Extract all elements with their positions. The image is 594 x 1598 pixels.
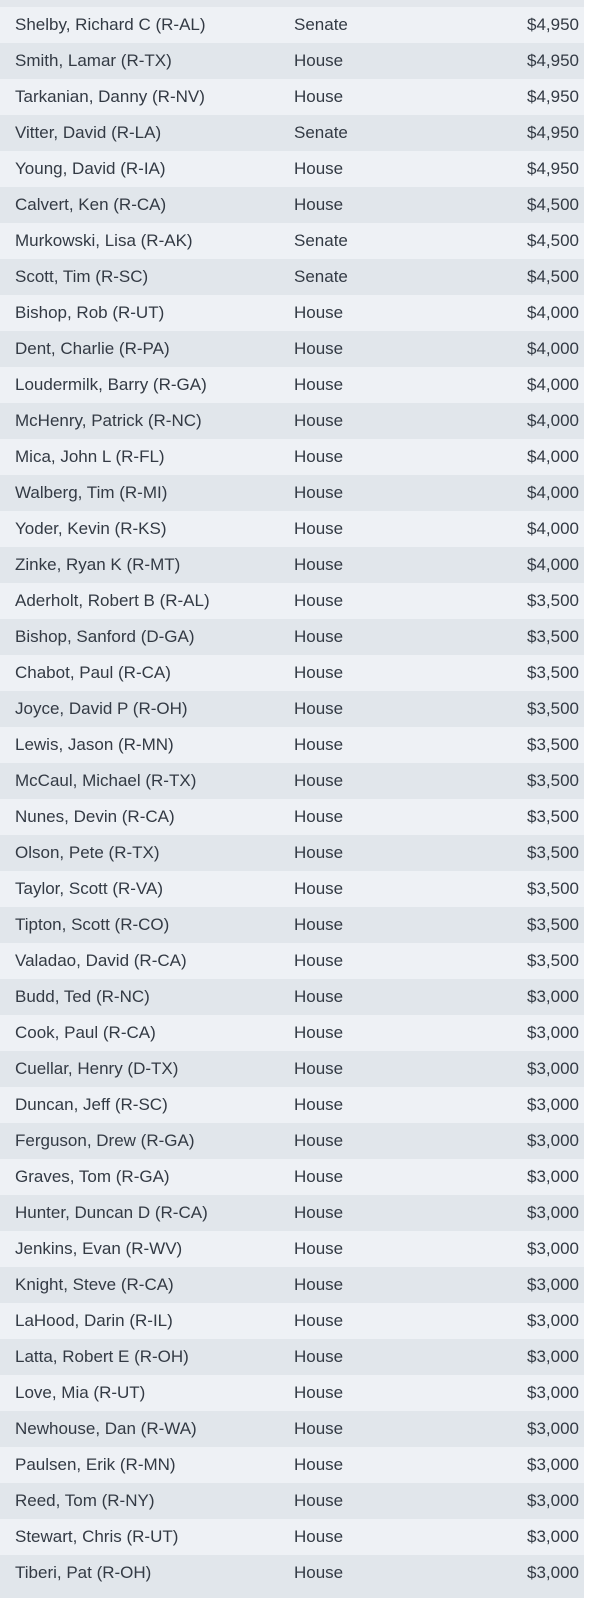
table-row xyxy=(0,691,584,727)
chamber-cell: House xyxy=(294,555,344,574)
member-name-cell: Cook, Paul (R-CA) xyxy=(15,1023,156,1042)
table-row xyxy=(0,583,584,619)
member-name-cell: Paulsen, Erik (R-MN) xyxy=(15,1455,176,1474)
table-row xyxy=(0,1051,584,1087)
table-row xyxy=(0,1447,584,1483)
amount-cell: $3,000 xyxy=(527,1203,579,1222)
amount-cell: $4,000 xyxy=(527,375,579,394)
table-row xyxy=(0,1123,584,1159)
table-row xyxy=(0,871,584,907)
member-name-cell: Ferguson, Drew (R-GA) xyxy=(15,1131,195,1150)
chamber-cell: House xyxy=(294,1419,344,1438)
member-name-cell: Yoder, Kevin (R-KS) xyxy=(15,519,167,538)
member-name-cell: Nunes, Devin (R-CA) xyxy=(15,807,175,826)
amount-cell: $3,000 xyxy=(527,1059,579,1078)
table-row xyxy=(0,1159,584,1195)
amount-cell: $3,000 xyxy=(527,1239,579,1258)
table-row xyxy=(0,655,584,691)
amount-cell: $3,500 xyxy=(527,807,579,826)
table-row xyxy=(0,331,584,367)
amount-cell: $3,500 xyxy=(527,735,579,754)
member-name-cell: Duncan, Jeff (R-SC) xyxy=(15,1095,168,1114)
amount-cell: $4,950 xyxy=(527,159,579,178)
chamber-cell: House xyxy=(294,159,344,178)
chamber-cell: House xyxy=(294,1023,344,1042)
chamber-cell: House xyxy=(294,699,344,718)
amount-cell: $3,000 xyxy=(527,1311,579,1330)
amount-cell: $3,500 xyxy=(527,699,579,718)
amount-cell: $4,000 xyxy=(527,555,579,574)
chamber-cell: Senate xyxy=(294,231,348,250)
member-name-cell: Aderholt, Robert B (R-AL) xyxy=(15,591,210,610)
table-row xyxy=(0,979,584,1015)
amount-cell: $4,950 xyxy=(527,15,579,34)
chamber-cell: House xyxy=(294,663,344,682)
chamber-cell: House xyxy=(294,303,344,322)
amount-cell: $4,000 xyxy=(527,339,579,358)
table-row xyxy=(0,1411,584,1447)
table-body xyxy=(0,7,584,1591)
member-name-cell: Mica, John L (R-FL) xyxy=(15,447,165,466)
amount-cell: $3,000 xyxy=(527,1563,579,1582)
amount-cell: $3,000 xyxy=(527,1383,579,1402)
member-name-cell: McCaul, Michael (R-TX) xyxy=(15,771,197,790)
member-name-cell: Bishop, Rob (R-UT) xyxy=(15,303,165,322)
member-name-cell: Graves, Tom (R-GA) xyxy=(15,1167,170,1186)
member-name-cell: Tarkanian, Danny (R-NV) xyxy=(15,87,205,106)
chamber-cell: House xyxy=(294,951,344,970)
chamber-cell: House xyxy=(294,771,344,790)
table-row xyxy=(0,547,584,583)
member-name-cell: Dent, Charlie (R-PA) xyxy=(15,339,170,358)
amount-cell: $3,500 xyxy=(527,951,579,970)
table-row xyxy=(0,43,584,79)
member-name-cell: Reed, Tom (R-NY) xyxy=(15,1491,155,1510)
table-row xyxy=(0,835,584,871)
amount-cell: $3,500 xyxy=(527,663,579,682)
amount-cell: $3,500 xyxy=(527,915,579,934)
member-name-cell: Latta, Robert E (R-OH) xyxy=(15,1347,189,1366)
chamber-cell: House xyxy=(294,1275,344,1294)
member-name-cell: Cuellar, Henry (D-TX) xyxy=(15,1059,179,1078)
member-name-cell: Budd, Ted (R-NC) xyxy=(15,987,150,1006)
chamber-cell: House xyxy=(294,879,344,898)
member-name-cell: Taylor, Scott (R-VA) xyxy=(15,879,163,898)
amount-cell: $3,000 xyxy=(527,1023,579,1042)
amount-cell: $3,000 xyxy=(527,1131,579,1150)
chamber-cell: House xyxy=(294,1059,344,1078)
chamber-cell: House xyxy=(294,411,344,430)
amount-cell: $4,950 xyxy=(527,51,579,70)
table-row xyxy=(0,187,584,223)
amount-cell: $4,500 xyxy=(527,231,579,250)
chamber-cell: House xyxy=(294,1131,344,1150)
chamber-cell: House xyxy=(294,1563,344,1582)
member-name-cell: Scott, Tim (R-SC) xyxy=(15,267,149,286)
chamber-cell: Senate xyxy=(294,123,348,142)
table-row xyxy=(0,115,584,151)
chamber-cell: Senate xyxy=(294,15,348,34)
member-name-cell: Tipton, Scott (R-CO) xyxy=(15,915,170,934)
chamber-cell: House xyxy=(294,1383,344,1402)
table-row-partial xyxy=(0,0,584,7)
member-name-cell: Hunter, Duncan D (R-CA) xyxy=(15,1203,208,1222)
table-row xyxy=(0,1339,584,1375)
table-row xyxy=(0,403,584,439)
member-name-cell: Tiberi, Pat (R-OH) xyxy=(15,1563,152,1582)
chamber-cell: House xyxy=(294,1491,344,1510)
table-row xyxy=(0,619,584,655)
amount-cell: $4,950 xyxy=(527,123,579,142)
member-name-cell: Chabot, Paul (R-CA) xyxy=(15,663,171,682)
table-row xyxy=(0,1267,584,1303)
member-name-cell: Love, Mia (R-UT) xyxy=(15,1383,146,1402)
amount-cell: $4,500 xyxy=(527,195,579,214)
amount-cell: $4,000 xyxy=(527,483,579,502)
amount-cell: $3,000 xyxy=(527,987,579,1006)
chamber-cell: House xyxy=(294,519,344,538)
amount-cell: $3,000 xyxy=(527,1419,579,1438)
chamber-cell: House xyxy=(294,1347,344,1366)
member-name-cell: Zinke, Ryan K (R-MT) xyxy=(15,555,181,574)
chamber-cell: House xyxy=(294,1095,344,1114)
table-row xyxy=(0,727,584,763)
amount-cell: $3,000 xyxy=(527,1095,579,1114)
amount-cell: $3,500 xyxy=(527,879,579,898)
table-row xyxy=(0,1231,584,1267)
amount-cell: $4,000 xyxy=(527,447,579,466)
chamber-cell: House xyxy=(294,915,344,934)
chamber-cell: House xyxy=(294,339,344,358)
member-name-cell: Newhouse, Dan (R-WA) xyxy=(15,1419,197,1438)
table-row xyxy=(0,1087,584,1123)
member-name-cell: Joyce, David P (R-OH) xyxy=(15,699,188,718)
chamber-cell: House xyxy=(294,843,344,862)
chamber-cell: Senate xyxy=(294,267,348,286)
table-row xyxy=(0,367,584,403)
amount-cell: $3,500 xyxy=(527,771,579,790)
member-name-cell: Smith, Lamar (R-TX) xyxy=(15,51,172,70)
table-row xyxy=(0,223,584,259)
table-row xyxy=(0,943,584,979)
member-name-cell: Valadao, David (R-CA) xyxy=(15,951,187,970)
chamber-cell: House xyxy=(294,735,344,754)
amount-cell: $4,950 xyxy=(527,87,579,106)
chamber-cell: House xyxy=(294,1203,344,1222)
amount-cell: $3,000 xyxy=(527,1167,579,1186)
table-row xyxy=(0,7,584,43)
chamber-cell: House xyxy=(294,375,344,394)
table-row xyxy=(0,475,584,511)
member-name-cell: LaHood, Darin (R-IL) xyxy=(15,1311,173,1330)
table-row xyxy=(0,907,584,943)
member-name-cell: Calvert, Ken (R-CA) xyxy=(15,195,167,214)
table-row xyxy=(0,1195,584,1231)
chamber-cell: House xyxy=(294,1311,344,1330)
amount-cell: $3,000 xyxy=(527,1347,579,1366)
member-name-cell: Lewis, Jason (R-MN) xyxy=(15,735,174,754)
member-name-cell: Young, David (R-IA) xyxy=(15,159,166,178)
amount-cell: $4,000 xyxy=(527,303,579,322)
amount-cell: $3,000 xyxy=(527,1491,579,1510)
table-row xyxy=(0,295,584,331)
amount-cell: $4,000 xyxy=(527,411,579,430)
amount-cell: $3,000 xyxy=(527,1527,579,1546)
amount-cell: $3,500 xyxy=(527,591,579,610)
table-row xyxy=(0,1375,584,1411)
chamber-cell: House xyxy=(294,195,344,214)
member-name-cell: Knight, Steve (R-CA) xyxy=(15,1275,174,1294)
table-row xyxy=(0,439,584,475)
member-name-cell: Olson, Pete (R-TX) xyxy=(15,843,160,862)
chamber-cell: House xyxy=(294,447,344,466)
chamber-cell: House xyxy=(294,627,344,646)
table-row xyxy=(0,1015,584,1051)
table-row xyxy=(0,763,584,799)
chamber-cell: House xyxy=(294,1167,344,1186)
chamber-cell: House xyxy=(294,483,344,502)
member-name-cell: Jenkins, Evan (R-WV) xyxy=(15,1239,183,1258)
chamber-cell: House xyxy=(294,87,344,106)
member-name-cell: Shelby, Richard C (R-AL) xyxy=(15,15,206,34)
chamber-cell: House xyxy=(294,807,344,826)
table-row xyxy=(0,151,584,187)
table-row xyxy=(0,511,584,547)
member-name-cell: Stewart, Chris (R-UT) xyxy=(15,1527,179,1546)
table-row xyxy=(0,259,584,295)
member-name-cell: Walberg, Tim (R-MI) xyxy=(15,483,168,502)
chamber-cell: House xyxy=(294,1455,344,1474)
chamber-cell: House xyxy=(294,987,344,1006)
chamber-cell: House xyxy=(294,1239,344,1258)
member-name-cell: McHenry, Patrick (R-NC) xyxy=(15,411,202,430)
member-name-cell: Murkowski, Lisa (R-AK) xyxy=(15,231,193,250)
amount-cell: $4,500 xyxy=(527,267,579,286)
chamber-cell: House xyxy=(294,591,344,610)
table-row xyxy=(0,1303,584,1339)
amount-cell: $3,500 xyxy=(527,627,579,646)
chamber-cell: House xyxy=(294,1527,344,1546)
amount-cell: $3,500 xyxy=(527,843,579,862)
amount-cell: $3,000 xyxy=(527,1455,579,1474)
table-row xyxy=(0,799,584,835)
member-name-cell: Vitter, David (R-LA) xyxy=(15,123,162,142)
table-row xyxy=(0,1483,584,1519)
chamber-cell: House xyxy=(294,51,344,70)
table-row xyxy=(0,79,584,115)
table-row xyxy=(0,1555,584,1591)
member-name-cell: Loudermilk, Barry (R-GA) xyxy=(15,375,207,394)
table-row-partial xyxy=(0,1591,584,1598)
amount-cell: $4,000 xyxy=(527,519,579,538)
member-name-cell: Bishop, Sanford (D-GA) xyxy=(15,627,195,646)
amount-cell: $3,000 xyxy=(527,1275,579,1294)
table-row xyxy=(0,1519,584,1555)
